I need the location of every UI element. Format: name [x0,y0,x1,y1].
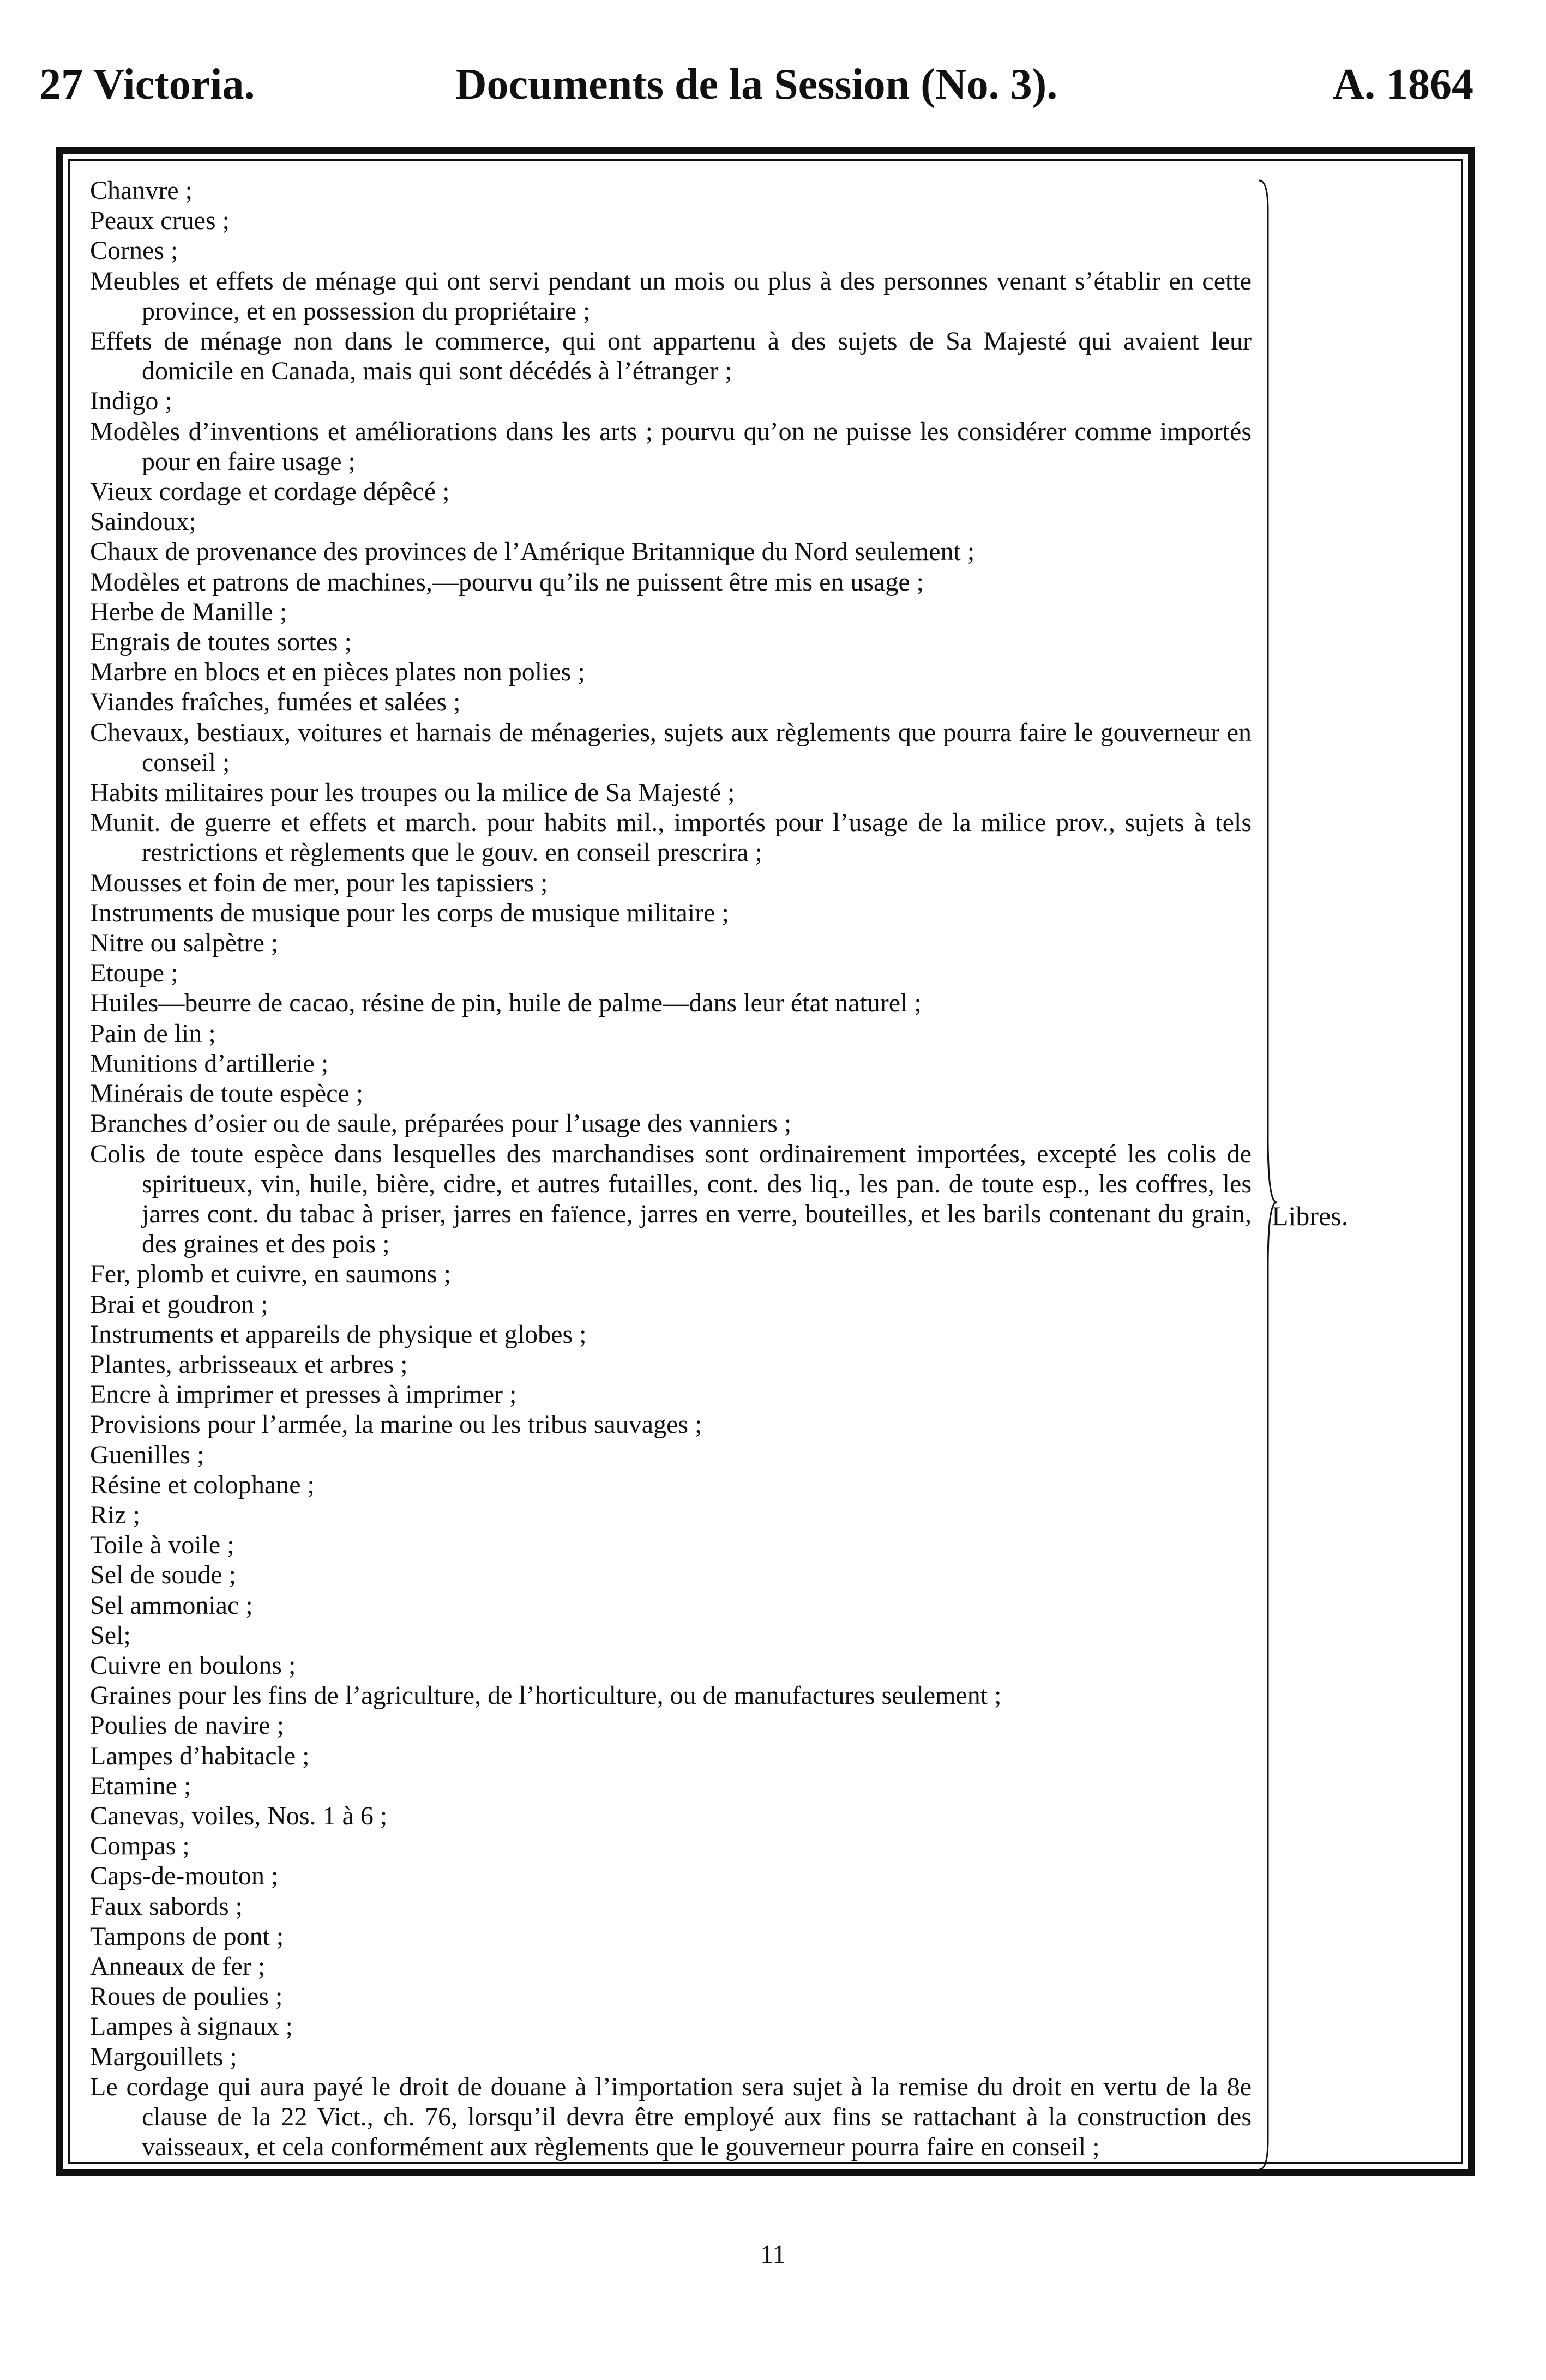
list-item: Etamine ; [90,1771,191,1800]
list-item: Compas ; [90,1831,190,1861]
list-item: Sel ammoniac ; [90,1590,253,1620]
list-item: Meubles et effets de ménage qui ont servi pendant un mois ou plus à des personnes venant s’établir en cette province, et en possession du propriétaire ; [90,266,1252,326]
header-title: Documents de la Session (No. 3). [455,61,1058,109]
list-item: Sel; [90,1620,131,1650]
list-item: Habits militaires pour les troupes ou la milice de Sa Majesté ; [90,778,735,808]
list-item: Résine et colophane ; [90,1470,315,1499]
list-item: Vieux cordage et cordage dépêcé ; [90,477,450,507]
list-item: Peaux crues ; [90,206,230,236]
list-item: Cuivre en boulons ; [90,1650,296,1680]
list-item: Encre à imprimer et presses à imprimer ; [90,1380,517,1409]
free-goods-list [90,176,1252,2162]
list-item: Modèles d’inventions et améliorations dans les arts ; pourvu qu’on ne puisse les considérer comme importés pour en faire usage ; [90,417,1252,476]
list-item: Saindoux; [90,507,196,537]
header-regnal-year: 27 Victoria. [39,61,255,109]
list-item: Herbe de Manille ; [90,597,287,626]
list-item: Lampes à signaux ; [90,2012,293,2041]
list-item: Chaux de provenance des provinces de l’Amérique Britannique du Nord seulement ; [90,537,975,567]
right-brace [1257,177,1279,2173]
page-header [39,57,1473,117]
list-item: Riz ; [90,1500,140,1529]
list-item: Munit. de guerre et effets et march. pour habits mil., importés pour l’usage de la milice prov., sujets à tels restrictions et règlements que le gouv. en conseil prescrira ; [90,808,1252,867]
list-item: Lampes d’habitacle ; [90,1741,310,1770]
list-item: Modèles et patrons de machines,—pourvu qu’ils ne puissent être mis en usage ; [90,567,924,596]
list-item: Viandes fraîches, fumées et salées ; [90,688,461,717]
list-item: Roues de poulies ; [90,1982,283,2011]
list-item: Instruments de musique pour les corps de musique militaire ; [90,898,729,927]
list-item: Sel de soude ; [90,1560,236,1590]
list-item: Canevas, voiles, Nos. 1 à 6 ; [90,1801,388,1830]
list-item: Colis de toute espèce dans lesquelles des marchandises sont ordinairement importées, excepté les colis de spiritueux, vin, huile, bière, cidre, et autres futailles, cont. des liq., les pan. de toute esp., les coffres, les jarres cont. du tabac à priser, jarres en faïence, jarres en verre, bouteilles, et les barils contenant du grain, des graines et des pois ; [90,1139,1252,1259]
list-item: Caps-de-mouton ; [90,1861,279,1891]
list-item: Minérais de toute espèce ; [90,1079,364,1108]
list-item: Faux sabords ; [90,1891,243,1921]
list-item: Instruments et appareils de physique et globes ; [90,1319,587,1349]
list-item: Branches d’osier ou de saule, préparées pour l’usage des vanniers ; [90,1109,792,1138]
list-item: Cornes ; [90,236,178,266]
list-item: Effets de ménage non dans le commerce, qui ont appartenu à des sujets de Sa Majesté qui avaient leur domicile en Canada, mais qui sont décédés à l’étranger ; [90,327,1252,386]
list-item: Pain de lin ; [90,1019,216,1048]
list-item: Marbre en blocs et en pièces plates non polies ; [90,658,585,687]
list-item: Nitre ou salpètre ; [90,929,279,958]
page-number: 11 [760,2240,786,2269]
list-item: Poulies de navire ; [90,1711,284,1740]
list-item: Munitions d’artillerie ; [90,1049,329,1078]
list-item: Anneaux de fer ; [90,1951,266,1981]
list-item: Fer, plomb et cuivre, en saumons ; [90,1260,451,1289]
list-item: Le cordage qui aura payé le droit de douane à l’importation sera sujet à la remise du droit en vertu de la 8e clause de la 22 Vict., ch. 76, lorsqu’il devra être employé aux fins se rattachant à la construction des vaisseaux, et cela conformément aux règlements que le gouverneur pourra faire en conseil ; [90,2072,1252,2162]
list-item: Toile à voile ; [90,1531,234,1560]
list-item: Indigo ; [90,387,172,416]
list-item: Tampons de pont ; [90,1921,284,1951]
list-item: Graines pour les fins de l’agriculture, de l’horticulture, ou de manufactures seulement ; [90,1681,1002,1710]
list-item: Brai et goudron ; [90,1290,268,1319]
list-item: Provisions pour l’armée, la marine ou les tribus sauvages ; [90,1410,702,1439]
list-item: Margouillets ; [90,2042,237,2071]
list-item: Chanvre ; [90,176,193,205]
list-item: Engrais de toutes sortes ; [90,628,352,657]
list-item: Etoupe ; [90,959,178,988]
list-item: Mousses et foin de mer, pour les tapissiers ; [90,868,548,897]
list-item: Guenilles ; [90,1440,204,1469]
header-year: A. 1864 [1333,61,1473,109]
duty-status-label: Libres. [1272,1201,1349,1231]
list-item: Chevaux, bestiaux, voitures et harnais de ménageries, sujets aux règlements que pourra faire le gouverneur en conseil ; [90,718,1252,777]
list-item: Plantes, arbrisseaux et arbres ; [90,1349,408,1379]
list-item: Huiles—beurre de cacao, résine de pin, huile de palme—dans leur état naturel ; [90,989,922,1018]
